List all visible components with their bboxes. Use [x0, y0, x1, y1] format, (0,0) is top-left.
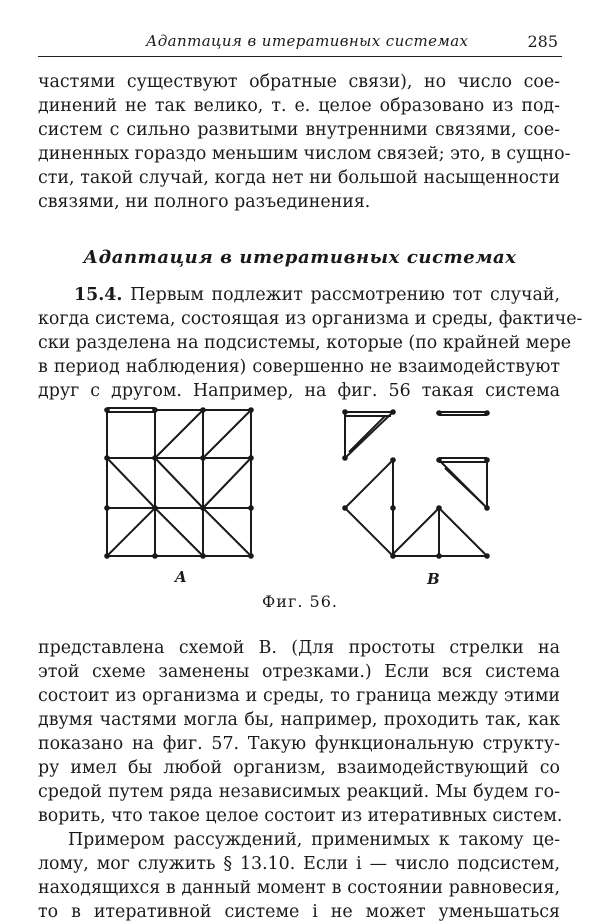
section-number: 15.4.: [74, 285, 123, 305]
text-line: диненных гораздо меньшим числом связей; это, в сущно-: [38, 144, 571, 164]
node: [152, 553, 158, 559]
edge: [345, 412, 393, 458]
edge: [391, 508, 439, 556]
text-line: ворить, что такое целое состоит из итеративных систем.: [38, 806, 563, 826]
node: [436, 553, 442, 559]
node: [390, 505, 396, 511]
text-line: ру имел бы любой организм, взаимодействующий со: [38, 758, 560, 778]
node: [200, 505, 206, 511]
text-line: систем с сильно развитыми внутренними связями, сое-: [38, 120, 560, 140]
text-line: частями существуют обратные связи), но число сое-: [38, 72, 560, 92]
node: [390, 409, 396, 415]
node: [342, 505, 348, 511]
node: [152, 455, 158, 461]
node: [436, 410, 442, 416]
node: [484, 553, 490, 559]
node: [342, 409, 348, 415]
node: [248, 407, 254, 413]
edge: [203, 410, 251, 458]
text-line: [38, 283, 560, 307]
edge: [107, 508, 155, 556]
text-line: состоит из организма и среды, то граница между этими: [38, 686, 560, 706]
text-line: находящихся в данный момент в состоянии равновесия,: [38, 878, 560, 898]
node: [436, 457, 442, 463]
text-line: этой схеме заменены отрезками.) Если вся система: [38, 662, 560, 682]
node: [200, 455, 206, 461]
section-heading: Адаптация в итеративных системах: [83, 247, 517, 268]
paragraph-continuation: [38, 70, 571, 214]
edge: [107, 458, 155, 508]
node: [342, 455, 348, 461]
node: [200, 407, 206, 413]
node: [436, 505, 442, 511]
text-line: Примером рассуждений, применимых к такому це-: [68, 830, 560, 850]
edge: [203, 458, 251, 508]
edge: [345, 460, 393, 508]
text-line: средой путем ряда независимых реакций. Мы будем го-: [38, 782, 560, 802]
running-title: Адаптация в итеративных системах: [146, 32, 469, 50]
text-line: лому, мог служить § 13.10. Если i — число подсистем,: [38, 854, 560, 874]
node: [484, 505, 490, 511]
node: [152, 505, 158, 511]
node: [248, 553, 254, 559]
text-line: то в итеративной системе i не может уменьшаться: [38, 902, 560, 922]
figure-56-diagram: [95, 400, 515, 615]
text-line: динений не так велико, т. е. целое образовано из под-: [38, 96, 560, 116]
paragraph-example: [38, 828, 560, 924]
node: [104, 505, 110, 511]
figure-label-a: A: [175, 568, 187, 586]
text-line: ски разделена на подсистемы, которые (по крайней мере: [38, 333, 572, 353]
node: [152, 407, 158, 413]
page-number: 285: [527, 32, 558, 51]
node: [484, 457, 490, 463]
paragraph-15-4: [38, 283, 583, 403]
text-line: представлена схемой B. (Для простоты стрелки на: [38, 638, 560, 658]
figure-label-b: B: [427, 570, 440, 588]
edge: [439, 508, 487, 556]
node: [104, 407, 110, 413]
edge: [155, 508, 203, 556]
edge: [155, 458, 203, 508]
running-head: [38, 30, 562, 57]
text-fragment: Первым подлежит рассмотрению тот случай,: [122, 285, 560, 305]
edge: [203, 508, 251, 556]
figure-caption: Фиг. 56.: [262, 592, 338, 611]
diagram-a: [107, 408, 251, 556]
node: [248, 505, 254, 511]
text-line: в период наблюдения) совершенно не взаимодействуют: [38, 357, 560, 377]
text-line: сти, такой случай, когда нет ни большой насыщенности: [38, 168, 560, 188]
diagram-b: [345, 412, 487, 556]
node: [390, 457, 396, 463]
node: [200, 553, 206, 559]
node: [484, 410, 490, 416]
paragraph-continuation-2: [38, 636, 563, 828]
text-line: связями, ни полного разъединения.: [38, 192, 371, 212]
edge: [345, 508, 393, 556]
text-line: когда система, состоящая из организма и среды, фактиче-: [38, 309, 583, 329]
node: [104, 455, 110, 461]
edge: [445, 468, 483, 504]
text-line: друг с другом. Например, на фиг. 56 такая система: [38, 381, 560, 401]
text-line: двумя частями могла бы, например, проходить так, как: [38, 710, 560, 730]
node: [390, 553, 396, 559]
node: [248, 455, 254, 461]
edge: [349, 416, 385, 452]
figure-56: [95, 400, 515, 615]
text-line: показано на фиг. 57. Такую функциональную структу-: [38, 734, 560, 754]
node: [104, 553, 110, 559]
edge: [155, 410, 203, 458]
